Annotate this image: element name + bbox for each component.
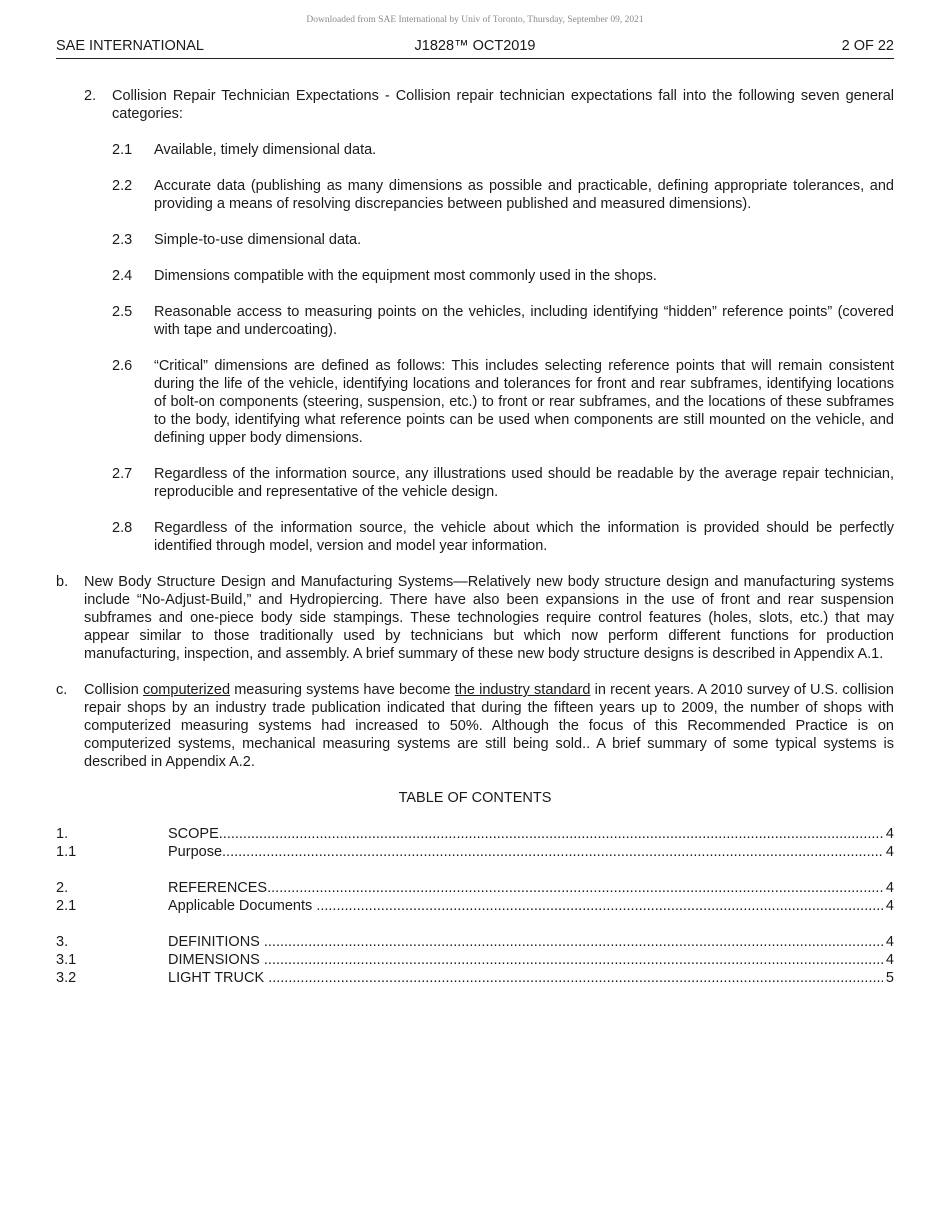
toc-entry[interactable] <box>56 951 894 969</box>
underlined-term: the industry standard <box>454 682 591 698</box>
toc-number: 1. <box>56 826 69 842</box>
toc-leader-dots <box>264 951 883 969</box>
header-org: SAE INTERNATIONAL <box>56 38 204 54</box>
paragraph-letter: c. <box>56 682 68 698</box>
subitem-number: 2.8 <box>112 520 133 536</box>
page-header <box>56 38 894 59</box>
toc-leader-dots <box>219 825 883 843</box>
toc-page: 5 <box>885 970 894 986</box>
subitem-text: Available, timely dimensional data. <box>154 142 377 158</box>
toc-entry[interactable] <box>56 825 894 843</box>
subitem-2-1 <box>112 141 894 159</box>
toc-number: 3.1 <box>56 952 77 968</box>
subitem-text: Regardless of the information source, any illustrations used should be readable by the average repair technician, reproducible and representative of the vehicle design. <box>154 466 894 500</box>
subitem-number: 2.6 <box>112 358 133 374</box>
subitem-2-7 <box>112 465 894 501</box>
toc-number: 1.1 <box>56 844 77 860</box>
toc-entry[interactable] <box>56 879 894 897</box>
underlined-term: computerized <box>142 682 231 698</box>
toc-entry[interactable] <box>56 933 894 951</box>
toc-entry[interactable] <box>56 969 894 987</box>
toc-title-text: Applicable Documents <box>168 898 317 914</box>
paragraph-c <box>56 681 894 771</box>
toc-entry[interactable] <box>56 897 894 915</box>
subitem-number: 2.1 <box>112 142 133 158</box>
toc-page: 4 <box>885 826 894 842</box>
header-doc-id: J1828™ OCT2019 <box>414 38 536 54</box>
toc-page: 4 <box>885 880 894 896</box>
paragraph-letter: b. <box>56 574 69 590</box>
subitem-text: Simple-to-use dimensional data. <box>154 232 362 248</box>
subitem-number: 2.4 <box>112 268 133 284</box>
subitem-2-8 <box>112 519 894 555</box>
subitem-2-2 <box>112 177 894 213</box>
toc-leader-dots <box>264 933 883 951</box>
toc-page: 4 <box>885 844 894 860</box>
toc-group-1 <box>56 825 894 861</box>
toc-page: 4 <box>885 898 894 914</box>
toc-leader-dots <box>222 843 883 861</box>
toc-leader-dots <box>268 969 883 987</box>
list-item-2 <box>84 87 894 123</box>
subitem-text: Regardless of the information source, the vehicle about which the information is provided should be perfectly identified through model, version and model year information. <box>154 520 894 554</box>
subitem-number: 2.7 <box>112 466 133 482</box>
toc-title-text: SCOPE <box>168 826 219 842</box>
toc-title-text: DEFINITIONS <box>168 934 264 950</box>
document-body <box>56 87 894 987</box>
subitem-2-5 <box>112 303 894 339</box>
subitem-2-4 <box>112 267 894 285</box>
subitem-text: Reasonable access to measuring points on the vehicles, including identifying “hidden” reference points” (covered with tape and undercoating). <box>154 304 894 338</box>
subitem-number: 2.3 <box>112 232 133 248</box>
paragraph-b <box>56 573 894 663</box>
toc-leader-dots <box>267 879 883 897</box>
subitem-2-3 <box>112 231 894 249</box>
toc-group-3 <box>56 933 894 987</box>
subitem-text: “Critical” dimensions are defined as follows: This includes selecting reference points that will remain consistent during the life of the vehicle, identifying locations and tolerances for front and rear subframes, identifying locations of bolt-on components (steering, suspension, etc.) to front or rear subframes, and the locations of these subframes to the body, identifying what reference points can be used when components are still mounted on the vehicle, and defining upper body dimensions. <box>154 358 894 446</box>
item-number: 2. <box>84 88 97 104</box>
toc-leader-dots <box>316 897 883 915</box>
toc-number: 3.2 <box>56 970 77 986</box>
toc-title: TABLE OF CONTENTS <box>398 790 552 806</box>
toc-page: 4 <box>885 934 894 950</box>
toc-title-text: Purpose <box>168 844 223 860</box>
download-watermark: Downloaded from SAE International by Univ of Toronto, Thursday, September 09, 2021 <box>306 15 644 25</box>
toc-number: 2. <box>56 880 69 896</box>
subitem-text: Dimensions compatible with the equipment most commonly used in the shops. <box>154 268 657 284</box>
toc-entry[interactable] <box>56 843 894 861</box>
text-run: Collision <box>84 682 143 698</box>
text-run: in recent years. A 2010 survey of U.S. collision repair shops by an industry trade publication indicated that during the fifteen years up to 2009, the number of shops with computerized measuring systems had increased to 50%. Although the focus of this Recommended Practice is on computerized systems, mechanical measuring systems are still being sold.. A brief summary of some typical systems is described in Appendix A.2. <box>84 682 894 770</box>
subitem-2-6 <box>112 357 894 447</box>
toc-page: 4 <box>885 952 894 968</box>
subitem-number: 2.5 <box>112 304 133 320</box>
subitem-number: 2.2 <box>112 178 133 194</box>
toc-title-text: DIMENSIONS <box>168 952 264 968</box>
header-page-number: 2 OF 22 <box>841 38 894 54</box>
toc-group-2 <box>56 879 894 915</box>
toc-number: 3. <box>56 934 69 950</box>
subitem-text: Accurate data (publishing as many dimensions as possible and practicable, defining appropriate tolerances, and providing a means of resolving discrepancies between published and measured dimensions). <box>154 178 894 212</box>
text-run: measuring systems have become <box>230 682 455 698</box>
toc-title-text: LIGHT TRUCK <box>168 970 269 986</box>
paragraph-text: New Body Structure Design and Manufacturing Systems—Relatively new body structure design and manufacturing systems include “No-Adjust-Build,” and Hydropiercing. There have also been expansions in the use of front and rear suspension subframes and one-piece body side stampings. These technologies require control features (holes, slots, etc.) that may appear similar to those traditionally used by technicians but which now perform different functions for production manufacturing, inspection, and assembly. A brief summary of these new body structure designs is described in Appendix A.1. <box>84 574 894 662</box>
item-text: Collision Repair Technician Expectations - Collision repair technician expectations fall into the following seven general categories: <box>112 88 894 122</box>
paragraph-text <box>84 681 894 771</box>
toc-title-text: REFERENCES <box>168 880 268 896</box>
toc-number: 2.1 <box>56 898 77 914</box>
